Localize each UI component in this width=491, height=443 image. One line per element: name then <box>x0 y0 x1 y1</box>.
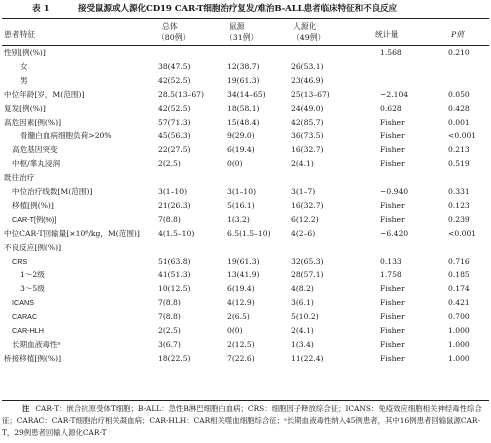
cell-human: 6(12.2) <box>291 215 319 224</box>
cell-stat: −6.420 <box>380 229 409 238</box>
row-label: 复发[例(%)] <box>4 104 46 113</box>
cell-human: 42(85.7) <box>291 118 324 127</box>
row-label: 移植[例(%)] <box>12 201 54 210</box>
cell-murine: 0(0) <box>227 159 243 168</box>
cell-p: 0.700 <box>448 312 470 321</box>
row-label: 1～2级 <box>20 270 45 279</box>
cell-human: 25(13–67) <box>291 90 330 99</box>
cell-murine: 5(16.1) <box>227 201 255 210</box>
cell-stat: 1.758 <box>380 270 402 279</box>
cell-stat: Fisher <box>380 215 405 224</box>
cell-human: 2(4.1) <box>291 159 314 168</box>
cell-total: 10(12.5) <box>158 284 191 293</box>
row-label: 骨髓白血病细胞负荷>20% <box>20 131 112 140</box>
cell-p: 0.210 <box>448 48 470 57</box>
cell-stat: Fisher <box>380 326 405 335</box>
top-rule <box>2 18 489 19</box>
cell-human: 4(8.2) <box>291 284 314 293</box>
cell-p: 0.428 <box>448 104 470 113</box>
cell-stat: Fisher <box>380 284 405 293</box>
cell-total: 28.5(13–67) <box>158 90 204 99</box>
cell-p: <0.001 <box>448 229 477 238</box>
cell-murine: 7(22.6) <box>227 354 255 363</box>
footnote-label: 注 <box>22 404 30 413</box>
row-label: 中位治疗线数[M(范围)] <box>12 187 93 196</box>
cell-p: 0.174 <box>448 284 470 293</box>
cell-total: 51(63.8) <box>158 257 191 266</box>
cell-p: 0.123 <box>448 201 470 210</box>
table-footnote <box>2 403 489 439</box>
cell-stat: Fisher <box>380 312 405 321</box>
row-label: 高危因素[例(%)] <box>4 118 62 127</box>
cell-human: 4(2–6) <box>291 229 316 238</box>
cell-p: 1.000 <box>448 326 470 335</box>
cell-p: 0.213 <box>448 145 470 154</box>
row-label: 女 <box>20 62 28 71</box>
row-label: 性别[例(%)] <box>4 48 46 57</box>
cell-p: 0.421 <box>448 298 470 307</box>
cell-human: 23(46.9) <box>291 76 324 85</box>
header-murine-n: （31例） <box>225 33 259 42</box>
header-total-n: （80例） <box>157 33 191 42</box>
row-label: CARAC <box>12 312 38 321</box>
header-humanized: 人源化 <box>293 22 317 31</box>
cell-murine: 0(0) <box>227 326 243 335</box>
cell-murine: 12(38.7) <box>227 62 260 71</box>
row-label: 3～5级 <box>20 284 45 293</box>
cell-human: 3(6.1) <box>291 298 314 307</box>
row-label: CRS <box>12 257 28 266</box>
cell-stat: −0.940 <box>380 187 409 196</box>
cell-stat: 1.568 <box>380 48 402 57</box>
header-statistic: 统计量 <box>375 30 399 39</box>
cell-stat: 0.133 <box>380 257 402 266</box>
table-title <box>0 2 491 16</box>
cell-human: 1(3.4) <box>291 340 314 349</box>
row-label: CAR-T[例(%)] <box>12 215 57 224</box>
row-label: 中位年龄[岁，M(范围)] <box>4 90 85 99</box>
cell-human: 11(22.4) <box>291 354 324 363</box>
cell-total: 45(56.3) <box>158 131 191 140</box>
header-characteristic: 患者特征 <box>4 30 36 39</box>
table-caption: 接受鼠源或人源化CD19 CAR-T细胞治疗复发/难治B-ALL患者临床特征和不良反应 <box>78 4 398 14</box>
row-label: 桥接移植[例(%)] <box>4 354 62 363</box>
cell-p: <0.001 <box>448 131 477 140</box>
header-p-value: P值 <box>451 30 465 39</box>
header-rule <box>2 45 489 46</box>
row-label: 不良反应[例(%)] <box>4 243 62 252</box>
cell-murine: 13(41.9) <box>227 270 260 279</box>
cell-human: 2(4.1) <box>291 326 314 335</box>
cell-murine: 6(19.4) <box>227 145 255 154</box>
cell-stat: Fisher <box>380 118 405 127</box>
cell-stat: −2.104 <box>380 90 409 99</box>
header-humanized-n: （49例） <box>292 33 326 42</box>
cell-total: 41(51.3) <box>158 270 191 279</box>
cell-murine: 1(3.2) <box>227 215 250 224</box>
cell-human: 28(57.1) <box>291 270 324 279</box>
cell-p: 0.519 <box>448 159 470 168</box>
cell-total: 18(22.5) <box>158 354 191 363</box>
cell-murine: 15(48.4) <box>227 118 260 127</box>
cell-murine: 2(12.5) <box>227 340 255 349</box>
cell-p: 1.000 <box>448 354 470 363</box>
cell-p: 0.185 <box>448 270 470 279</box>
cell-stat: 0.628 <box>380 104 402 113</box>
row-label: 既往治疗 <box>4 173 35 182</box>
cell-total: 21(26.3) <box>158 201 191 210</box>
cell-total: 3(6.7) <box>158 340 181 349</box>
row-label: ICANS <box>12 298 34 307</box>
cell-human: 32(65.3) <box>291 257 324 266</box>
cell-murine: 4(12.9) <box>227 298 255 307</box>
cell-human: 26(53.1) <box>291 62 324 71</box>
footnote-text: CAR-T：嵌合抗原受体T细胞；B-ALL：急性B淋巴细胞白血病；CRS：细胞因子释放综合征；ICANS：免疫效应细胞相关神经毒性综合征；CARAC：CAR-T细胞治疗相关凝血病；CAR-HLH：CAR相关噬血细胞综合征；ᵃ长期血液毒性纳入45例患者，其中16例患者回输鼠源CAR-T，29例患者回输人源化CAR-T <box>2 404 482 437</box>
cell-stat: Fisher <box>380 131 405 140</box>
row-label: CAR-HLH <box>12 326 44 335</box>
cell-total: 3(1–10) <box>158 187 188 196</box>
cell-p: 0.716 <box>448 257 470 266</box>
header-murine: 鼠源 <box>229 22 245 31</box>
cell-stat: Fisher <box>380 340 405 349</box>
table-number: 表 1 <box>32 4 50 14</box>
row-label: 中位CAR-T回输量[×10⁶/kg，M(范围)] <box>4 229 140 238</box>
cell-total: 4(1.5–10) <box>158 229 195 238</box>
cell-p: 0.331 <box>448 187 470 196</box>
cell-p: 0.001 <box>448 118 470 127</box>
cell-total: 38(47.5) <box>158 62 191 71</box>
cell-total: 42(52.5) <box>158 76 191 85</box>
cell-human: 5(10.2) <box>291 312 319 321</box>
cell-p: 0.239 <box>448 215 470 224</box>
cell-total: 42(52.5) <box>158 104 191 113</box>
cell-total: 7(8.8) <box>158 312 181 321</box>
cell-stat: Fisher <box>380 201 405 210</box>
cell-stat: Fisher <box>380 354 405 363</box>
row-label: 男 <box>20 76 28 85</box>
cell-murine: 6.5(1.5–10) <box>227 229 271 238</box>
cell-murine: 6(19.4) <box>227 284 255 293</box>
cell-murine: 18(58.1) <box>227 104 260 113</box>
cell-human: 24(49.0) <box>291 104 324 113</box>
cell-murine: 2(6.5) <box>227 312 250 321</box>
cell-total: 2(2.5) <box>158 159 181 168</box>
cell-murine: 19(61.3) <box>227 76 260 85</box>
cell-murine: 19(61.3) <box>227 257 260 266</box>
bottom-rule <box>2 400 489 401</box>
cell-p: 1.000 <box>448 340 470 349</box>
cell-stat: Fisher <box>380 159 405 168</box>
cell-stat: Fisher <box>380 145 405 154</box>
cell-murine: 34(14–65) <box>227 90 266 99</box>
cell-total: 7(8.8) <box>158 215 181 224</box>
cell-murine: 3(1–10) <box>227 187 257 196</box>
cell-human: 36(73.5) <box>291 131 324 140</box>
cell-total: 7(8.8) <box>158 298 181 307</box>
cell-murine: 9(29.0) <box>227 131 255 140</box>
row-label: 高危基因突变 <box>12 145 58 154</box>
cell-total: 22(27.5) <box>158 145 191 154</box>
cell-p: 0.050 <box>448 90 470 99</box>
cell-total: 57(71.3) <box>158 118 191 127</box>
row-label: 中枢/睾丸浸润 <box>12 159 61 168</box>
cell-stat: Fisher <box>380 298 405 307</box>
cell-human: 16(32.7) <box>291 201 324 210</box>
cell-total: 2(2.5) <box>158 326 181 335</box>
cell-human: 3(1–7) <box>291 187 316 196</box>
header-total: 总体 <box>162 22 178 31</box>
row-label: 长期血液毒性ᵃ <box>12 340 61 349</box>
cell-human: 16(32.7) <box>291 145 324 154</box>
